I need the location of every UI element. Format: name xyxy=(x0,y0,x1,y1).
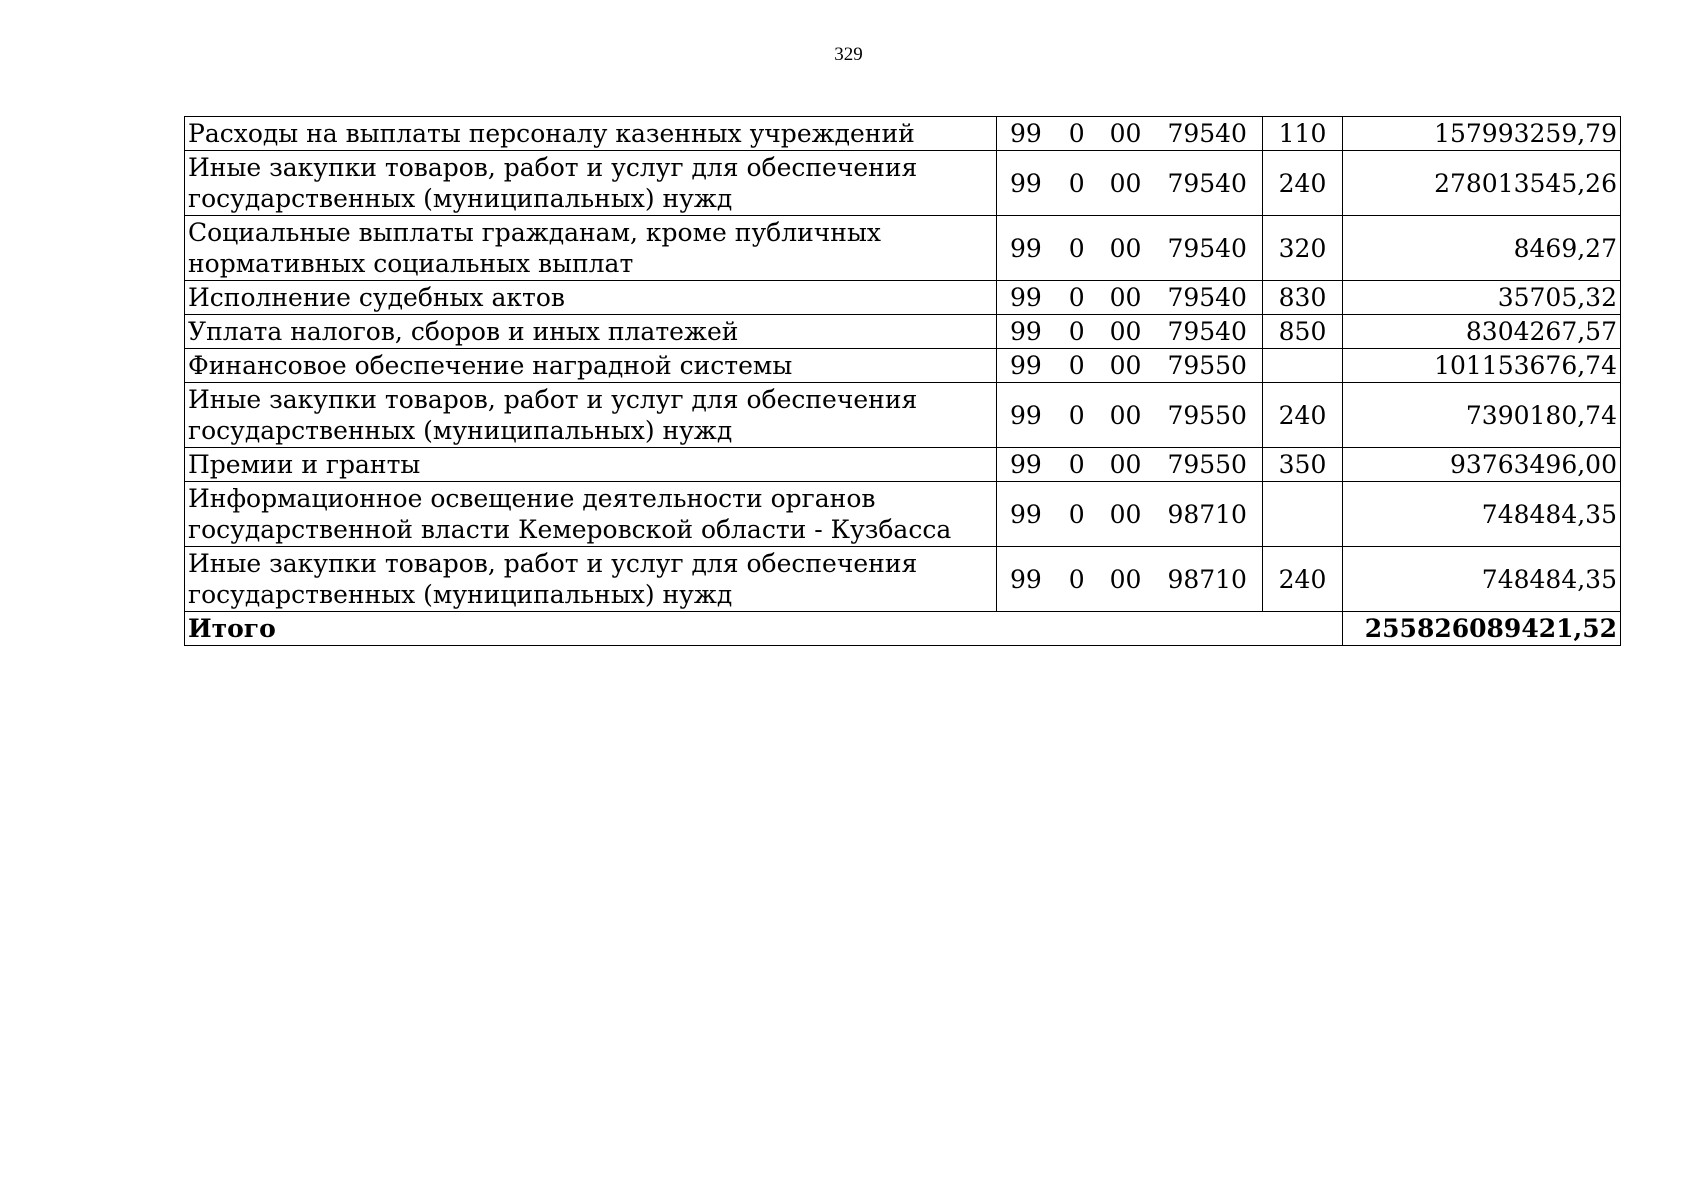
row-amount: 8304267,57 xyxy=(1343,315,1621,349)
direction-code: 79540 xyxy=(1167,317,1247,346)
group-code: 00 xyxy=(1109,564,1142,594)
program-code: 99 xyxy=(1009,499,1042,529)
row-amount: 157993259,79 xyxy=(1343,117,1621,151)
expense-type-code xyxy=(1263,349,1343,383)
row-target-article xyxy=(997,151,1263,216)
expense-type-code: 110 xyxy=(1263,117,1343,151)
row-amount: 35705,32 xyxy=(1343,281,1621,315)
group-code: 00 xyxy=(1109,400,1142,430)
row-name: Премии и гранты xyxy=(185,448,997,482)
group-code: 00 xyxy=(1109,119,1142,148)
direction-code: 79550 xyxy=(1167,450,1247,479)
direction-code: 79550 xyxy=(1167,351,1247,380)
table-row xyxy=(185,547,1621,612)
subprogram-code: 0 xyxy=(1068,564,1085,594)
row-name: Социальные выплаты гражданам, кроме публичных нормативных социальных выплат xyxy=(185,216,997,281)
program-code: 99 xyxy=(1009,450,1042,479)
table-row xyxy=(185,349,1621,383)
table-row xyxy=(185,448,1621,482)
table-row xyxy=(185,315,1621,349)
subprogram-code: 0 xyxy=(1068,400,1085,430)
row-amount: 93763496,00 xyxy=(1343,448,1621,482)
group-code: 00 xyxy=(1109,168,1142,198)
direction-code: 79540 xyxy=(1167,233,1247,263)
program-code: 99 xyxy=(1009,400,1042,430)
total-label: Итого xyxy=(185,612,1343,646)
subprogram-code: 0 xyxy=(1068,450,1085,479)
row-name: Исполнение судебных актов xyxy=(185,281,997,315)
subprogram-code: 0 xyxy=(1068,168,1085,198)
row-name: Расходы на выплаты персоналу казенных учреждений xyxy=(185,117,997,151)
row-name: Финансовое обеспечение наградной системы xyxy=(185,349,997,383)
row-target-article xyxy=(997,216,1263,281)
row-target-article xyxy=(997,117,1263,151)
program-code: 99 xyxy=(1009,233,1042,263)
row-name: Уплата налогов, сборов и иных платежей xyxy=(185,315,997,349)
row-amount: 748484,35 xyxy=(1343,482,1621,547)
direction-code: 79540 xyxy=(1167,168,1247,198)
group-code: 00 xyxy=(1109,450,1142,479)
expense-type-code: 350 xyxy=(1263,448,1343,482)
group-code: 00 xyxy=(1109,351,1142,380)
subprogram-code: 0 xyxy=(1068,233,1085,263)
subprogram-code: 0 xyxy=(1068,283,1085,312)
group-code: 00 xyxy=(1109,317,1142,346)
direction-code: 79550 xyxy=(1167,400,1247,430)
total-amount: 255826089421,52 xyxy=(1343,612,1621,646)
subprogram-code: 0 xyxy=(1068,119,1085,148)
group-code: 00 xyxy=(1109,283,1142,312)
table-row xyxy=(185,151,1621,216)
program-code: 99 xyxy=(1009,564,1042,594)
group-code: 00 xyxy=(1109,233,1142,263)
expense-type-code: 320 xyxy=(1263,216,1343,281)
direction-code: 98710 xyxy=(1167,564,1247,594)
program-code: 99 xyxy=(1009,351,1042,380)
row-name: Иные закупки товаров, работ и услуг для обеспечения государственных (муниципальных) нужд xyxy=(185,151,997,216)
program-code: 99 xyxy=(1009,168,1042,198)
row-target-article xyxy=(997,482,1263,547)
program-code: 99 xyxy=(1009,283,1042,312)
expense-type-code xyxy=(1263,482,1343,547)
row-name: Иные закупки товаров, работ и услуг для обеспечения государственных (муниципальных) нужд xyxy=(185,547,997,612)
row-amount: 8469,27 xyxy=(1343,216,1621,281)
subprogram-code: 0 xyxy=(1068,351,1085,380)
group-code: 00 xyxy=(1109,499,1142,529)
row-amount: 748484,35 xyxy=(1343,547,1621,612)
row-amount: 101153676,74 xyxy=(1343,349,1621,383)
row-target-article xyxy=(997,349,1263,383)
row-target-article xyxy=(997,281,1263,315)
table-row xyxy=(185,383,1621,448)
row-target-article xyxy=(997,315,1263,349)
direction-code: 98710 xyxy=(1167,499,1247,529)
program-code: 99 xyxy=(1009,317,1042,346)
row-name: Информационное освещение деятельности органов государственной власти Кемеровской области - Кузбасса xyxy=(185,482,997,547)
expense-type-code: 240 xyxy=(1263,383,1343,448)
subprogram-code: 0 xyxy=(1068,317,1085,346)
budget-table xyxy=(184,116,1621,646)
row-target-article xyxy=(997,547,1263,612)
table-row xyxy=(185,216,1621,281)
direction-code: 79540 xyxy=(1167,119,1247,148)
row-target-article xyxy=(997,448,1263,482)
subprogram-code: 0 xyxy=(1068,499,1085,529)
row-amount: 278013545,26 xyxy=(1343,151,1621,216)
row-name: Иные закупки товаров, работ и услуг для обеспечения государственных (муниципальных) нужд xyxy=(185,383,997,448)
expense-type-code: 240 xyxy=(1263,151,1343,216)
row-amount: 7390180,74 xyxy=(1343,383,1621,448)
total-row xyxy=(185,612,1621,646)
table-row xyxy=(185,117,1621,151)
expense-type-code: 240 xyxy=(1263,547,1343,612)
expense-type-code: 830 xyxy=(1263,281,1343,315)
program-code: 99 xyxy=(1009,119,1042,148)
direction-code: 79540 xyxy=(1167,283,1247,312)
table-row xyxy=(185,281,1621,315)
table-row xyxy=(185,482,1621,547)
row-target-article xyxy=(997,383,1263,448)
expense-type-code: 850 xyxy=(1263,315,1343,349)
page-number: 329 xyxy=(834,44,863,65)
